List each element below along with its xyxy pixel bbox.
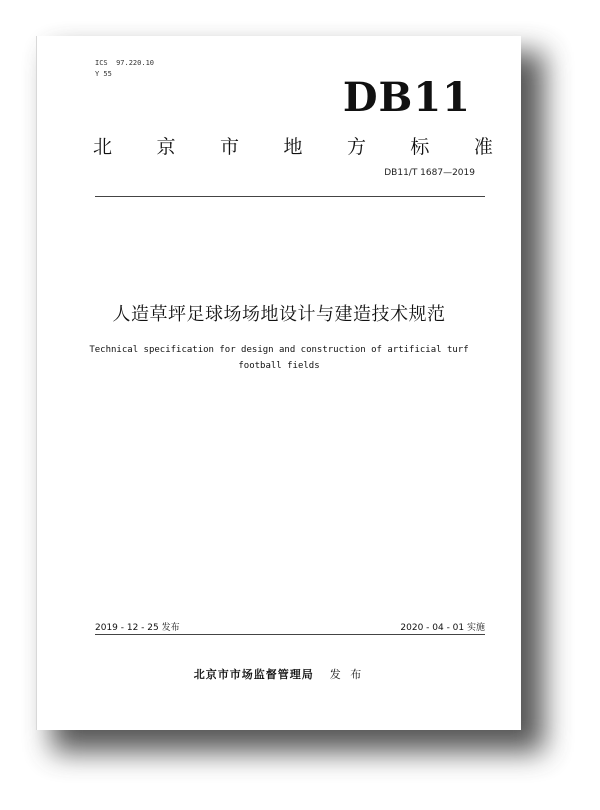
title-en-line: Technical specification for design and construction of artificial turf (89, 345, 469, 355)
standard-type-char: 准 (473, 136, 493, 158)
standard-number: DB11/T 1687—2019 (384, 168, 475, 178)
date-row (95, 620, 485, 633)
title-en-line: football fields (238, 361, 320, 371)
standard-code: DB11 (342, 74, 471, 121)
issuer-line (37, 666, 521, 682)
classification-codes (95, 58, 154, 80)
bottom-divider (95, 634, 485, 635)
standard-type-char: 市 (219, 136, 239, 158)
standard-type-char: 标 (410, 136, 430, 158)
top-divider (95, 196, 485, 197)
ccs-code: Y 55 (95, 70, 112, 78)
issuer-action: 发 布 (329, 668, 365, 681)
standard-type-char: 京 (156, 136, 176, 158)
publish-date: 2019 - 12 - 25 发布 (95, 623, 180, 633)
standard-type (93, 132, 493, 159)
standard-type-char: 北 (93, 136, 113, 158)
standard-type-char: 地 (283, 136, 303, 158)
ics-code: ICS 97.220.10 (95, 59, 155, 67)
standard-type-char: 方 (346, 136, 366, 158)
document-title-en (67, 342, 491, 374)
implement-date: 2020 - 04 - 01 实施 (400, 623, 485, 633)
document-title-cn: 人造草坪足球场场地设计与建造技术规范 (112, 304, 446, 325)
document-page (36, 36, 521, 730)
issuer-organization: 北京市市场监督管理局 (193, 668, 314, 681)
